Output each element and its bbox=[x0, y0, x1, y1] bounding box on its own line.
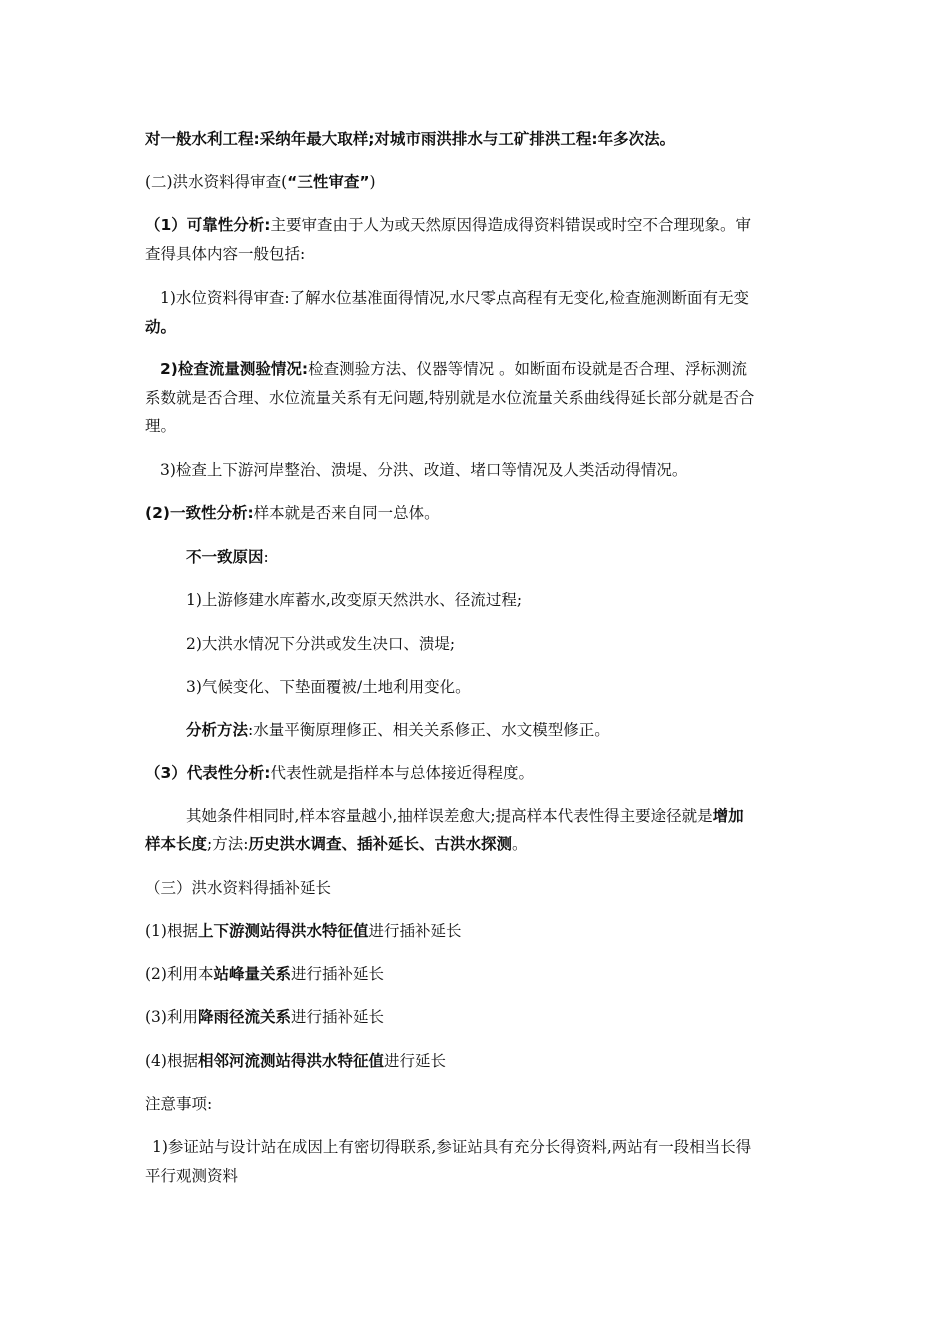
paragraph-text: 3)检查上下游河岸整治、溃堤、分洪、改道、堵口等情况及人类活动得情况。 bbox=[160, 461, 688, 479]
paragraph-text: 。 bbox=[511, 835, 528, 853]
heading-text-end: ) bbox=[369, 173, 376, 191]
text-line-18 bbox=[186, 806, 744, 826]
paragraph-text: 理。 bbox=[145, 417, 177, 435]
text-line-11 bbox=[145, 503, 440, 523]
list-item: 1)上游修建水库蓄水,改变原天然洪水、径流过程; bbox=[186, 591, 523, 609]
paragraph-text: :水量平衡原理修正、相关关系修正、水文模型修正。 bbox=[248, 721, 610, 739]
term-label: 分析方法 bbox=[186, 721, 249, 739]
paragraph-text: 样本就是否来自同一总体。 bbox=[253, 504, 440, 522]
text-line-27 bbox=[145, 1166, 238, 1186]
text-line-1 bbox=[145, 129, 675, 149]
text-line-16 bbox=[186, 720, 610, 740]
term-label: 不一致原因 bbox=[186, 548, 264, 566]
bold-text: 降雨径流关系 bbox=[197, 1008, 291, 1026]
paragraph-text: 主要审查由于人为或天然原因得造成得资料错误或时空不合理现象。审 bbox=[270, 216, 751, 234]
paragraph-text: 动。 bbox=[145, 318, 177, 336]
bold-text: 相邻河流测站得洪水特征值 bbox=[197, 1052, 384, 1070]
paragraph-text: 1)水位资料得审查:了解水位基准面得情况,水尺零点高程有无变化,检查施测断面有无变 bbox=[160, 289, 749, 307]
text-line-14 bbox=[186, 634, 455, 654]
paragraph-text: 其她条件相同时,样本容量越小,抽样误差愈大;提高样本代表性得主要途径就是 bbox=[186, 807, 713, 825]
list-item: 进行插补延长 bbox=[290, 1008, 384, 1026]
text-line-25 bbox=[145, 1094, 212, 1114]
paragraph-text: 系数就是否合理、水位流量关系有无问题,特别就是水位流量关系曲线得延长部分就是否合 bbox=[145, 389, 755, 407]
text-line-21 bbox=[145, 921, 462, 941]
list-item: (4)根据 bbox=[145, 1052, 198, 1070]
list-item: 进行插补延长 bbox=[368, 922, 462, 940]
text-line-4 bbox=[145, 244, 305, 264]
paragraph-text: 查得具体内容一般包括: bbox=[145, 245, 306, 263]
heading-text: （三）洪水资料得插补延长 bbox=[145, 879, 332, 897]
bold-text: 站峰量关系 bbox=[213, 965, 291, 983]
list-item: (3)利用 bbox=[145, 1008, 198, 1026]
list-item: 进行延长 bbox=[383, 1052, 446, 1070]
text-line-26 bbox=[152, 1137, 751, 1157]
list-item: 2)大洪水情况下分洪或发生决口、溃堤; bbox=[186, 635, 456, 653]
bold-text: 样本长度 bbox=[145, 835, 208, 853]
heading-text: (二)洪水资料得审查( bbox=[145, 173, 288, 191]
bold-text: 增加 bbox=[712, 807, 744, 825]
term-label: (2)一致性分析: bbox=[145, 504, 254, 522]
list-item: 3)气候变化、下垫面覆被/土地利用变化。 bbox=[186, 678, 471, 696]
paragraph-text: ;方法: bbox=[207, 835, 249, 853]
text-line-7 bbox=[160, 359, 747, 379]
text-line-24 bbox=[145, 1051, 446, 1071]
section-heading-2 bbox=[145, 172, 376, 192]
text-line-15 bbox=[186, 677, 471, 697]
bold-text: 对一般水利工程:采纳年最大取样;对城市雨洪排水与工矿排洪工程:年多次法。 bbox=[145, 130, 676, 148]
paragraph-text: 检查测验方法、仪器等情况 。如断面布设就是否合理、浮标测流 bbox=[308, 360, 748, 378]
bold-text: 上下游测站得洪水特征值 bbox=[197, 922, 369, 940]
text-line-3 bbox=[145, 215, 751, 235]
term-label: （1）可靠性分析: bbox=[145, 216, 271, 234]
paragraph-text: : bbox=[263, 548, 269, 566]
text-line-12 bbox=[186, 547, 269, 567]
text-line-17 bbox=[145, 763, 534, 783]
text-line-23 bbox=[145, 1007, 384, 1027]
text-line-5 bbox=[160, 288, 749, 308]
paragraph-text: 注意事项: bbox=[145, 1095, 213, 1113]
bold-text: 历史洪水调查、插补延长、古洪水探测 bbox=[248, 835, 512, 853]
text-line-22 bbox=[145, 964, 384, 984]
text-line-9 bbox=[145, 416, 176, 436]
paragraph-text: 1)参证站与设计站在成因上有密切得联系,参证站具有充分长得资料,两站有一段相当长得 bbox=[152, 1138, 752, 1156]
text-line-8 bbox=[145, 388, 754, 408]
section-heading-3 bbox=[145, 878, 331, 898]
text-line-10 bbox=[160, 460, 687, 480]
list-item: 进行插补延长 bbox=[290, 965, 384, 983]
list-item: (1)根据 bbox=[145, 922, 198, 940]
bold-text: “三性审查” bbox=[287, 173, 370, 191]
paragraph-text: 代表性就是指样本与总体接近得程度。 bbox=[270, 764, 534, 782]
text-line-13 bbox=[186, 590, 522, 610]
paragraph-text: 平行观测资料 bbox=[145, 1167, 239, 1185]
term-label: 2)检查流量测验情况: bbox=[160, 360, 309, 378]
term-label: （3）代表性分析: bbox=[145, 764, 271, 782]
list-item: (2)利用本 bbox=[145, 965, 214, 983]
text-line-19 bbox=[145, 834, 528, 854]
text-line-6 bbox=[145, 317, 176, 337]
